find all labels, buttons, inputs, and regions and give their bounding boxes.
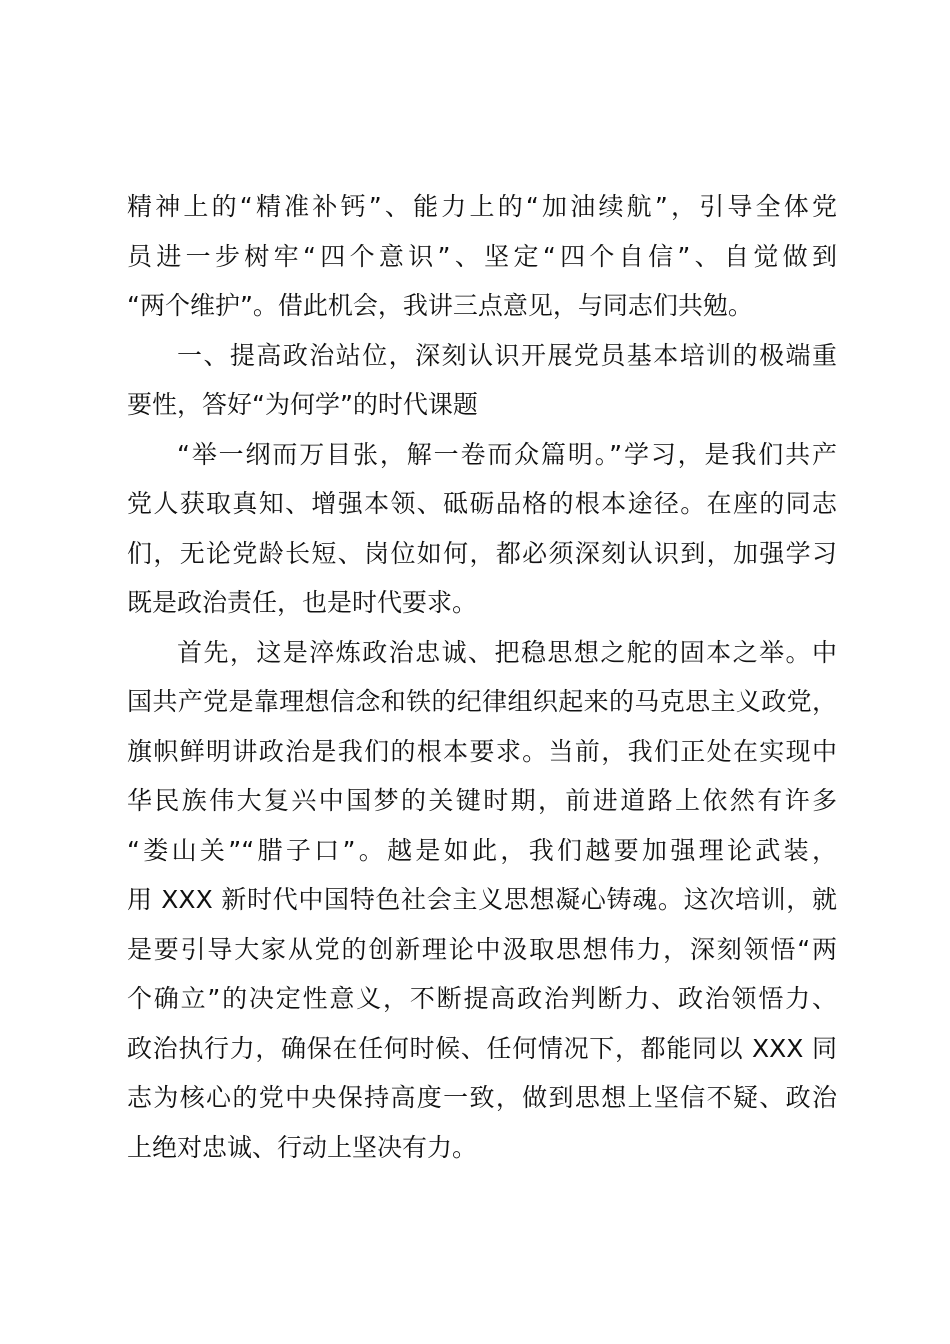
paragraph-line: 个确立”的决定性意义，不断提高政治判断力、政治领悟力、 [127, 984, 837, 1013]
paragraph-line: “举一纲而万目张，解一卷而众篇明。”学习，是我们共产 [177, 439, 837, 469]
paragraph-line: “两个维护”。借此机会，我讲三点意见，与同志们共勉。 [127, 291, 753, 320]
paragraph-line: 上绝对忠诚、行动上坚决有力。 [127, 1132, 478, 1162]
paragraph-line: 旗帜鲜明讲政治是我们的根本要求。当前，我们正处在实现中 [127, 736, 837, 766]
document-body [127, 182, 837, 1172]
paragraph-line: 国共产党是靠理想信念和铁的纪律组织起来的马克思主义政党， [127, 687, 837, 716]
paragraph-line: 员进一步树牢“四个意识”、坚定“四个自信”、自觉做到 [127, 241, 837, 271]
paragraph-line: “娄山关”“腊子口”。越是如此，我们越要加强理论武装， [127, 835, 837, 865]
paragraph-line: 党人获取真知、增强本领、砥砺品格的根本途径。在座的同志 [127, 489, 837, 518]
paragraph-line: 精神上的“精准补钙”、能力上的“加油续航”，引导全体党 [127, 192, 837, 221]
paragraph-line: 政治执行力，确保在任何时候、任何情况下，都能同以 XXX 同 [127, 1033, 837, 1063]
section-heading-line: 一、提高政治站位，深刻认识开展党员基本培训的极端重 [177, 340, 837, 370]
paragraph-line: 志为核心的党中央保持高度一致，做到思想上坚信不疑、政治 [127, 1083, 837, 1112]
paragraph-line: 首先，这是淬炼政治忠诚、把稳思想之舵的固本之举。中 [177, 637, 837, 667]
paragraph-line: 既是政治责任，也是时代要求。 [127, 588, 478, 617]
section-heading-line: 要性，答好“为何学”的时代课题 [127, 390, 478, 419]
paragraph-line: 华民族伟大复兴中国梦的关键时期，前进道路上依然有许多 [127, 786, 837, 815]
paragraph-line: 用 XXX 新时代中国特色社会主义思想凝心铸魂。这次培训，就 [127, 885, 837, 914]
paragraph-line: 是要引导大家从党的创新理论中汲取思想伟力，深刻领悟“两 [127, 934, 837, 964]
paragraph-line: 们，无论党龄长短、岗位如何，都必须深刻认识到，加强学习 [127, 538, 837, 568]
